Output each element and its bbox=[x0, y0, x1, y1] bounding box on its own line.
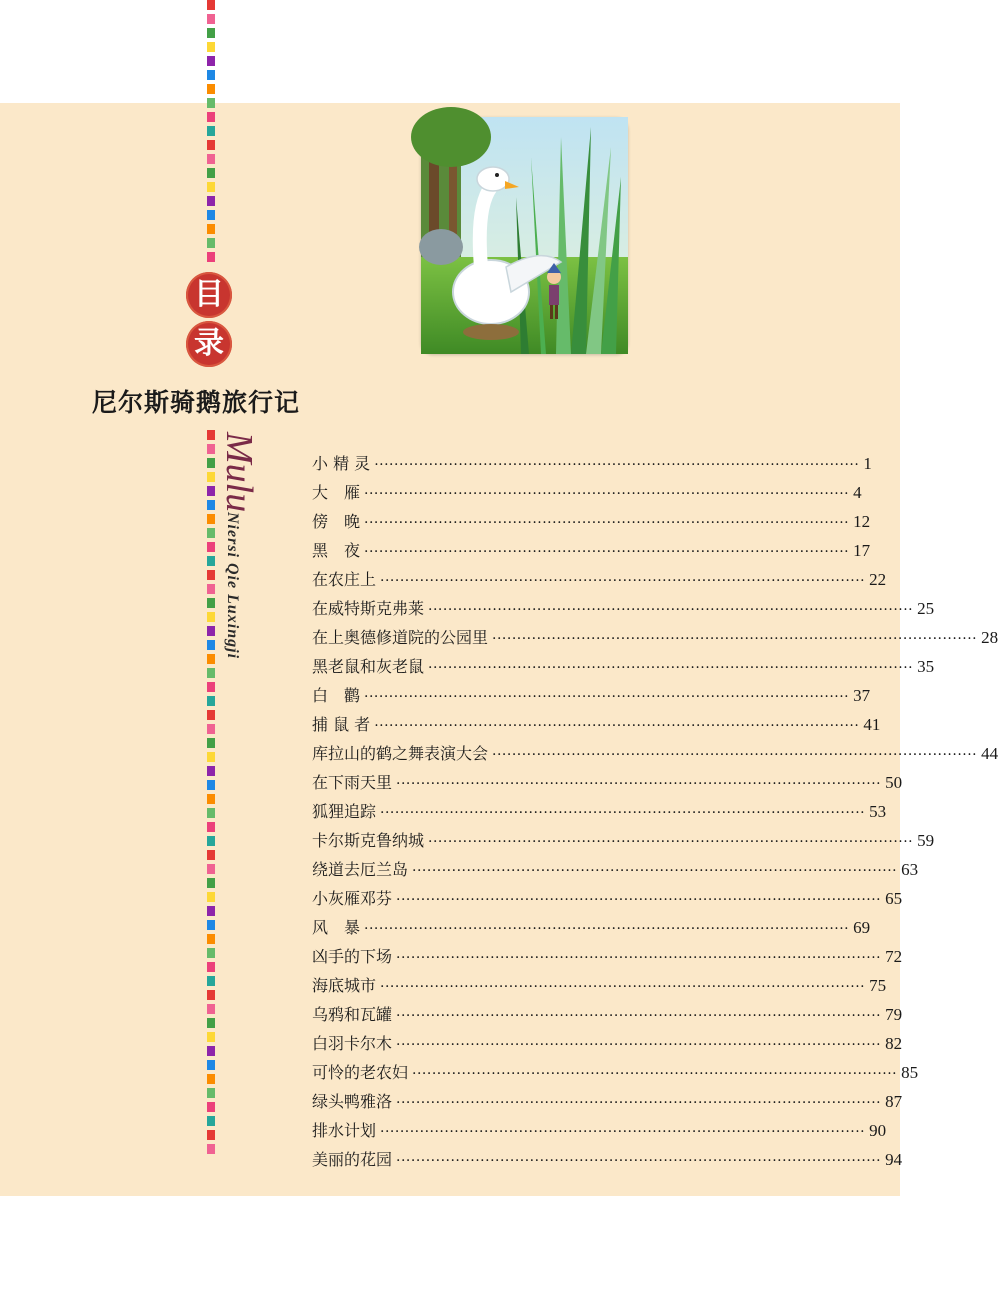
stripe-segment bbox=[207, 70, 215, 80]
toc-entry-page: 37 bbox=[853, 686, 871, 705]
toc-badge bbox=[181, 272, 237, 370]
stripe-segment bbox=[207, 42, 215, 52]
stripe-segment bbox=[207, 724, 215, 734]
toc-entry[interactable] bbox=[312, 915, 871, 944]
toc-entry-title: 凶手的下场 bbox=[312, 947, 393, 966]
toc-entry-title: 风 暴 bbox=[312, 918, 361, 937]
toc-entry-title: 排水计划 bbox=[312, 1121, 377, 1140]
stripe-segment bbox=[207, 1088, 215, 1098]
stripe-segment bbox=[207, 56, 215, 66]
stripe-segment bbox=[207, 542, 215, 552]
stripe-segment bbox=[207, 1004, 215, 1014]
toc-entry[interactable] bbox=[312, 1147, 903, 1176]
stripe-segment bbox=[207, 486, 215, 496]
toc-entry-title: 小 精 灵 bbox=[312, 454, 371, 473]
toc-leader-dots: ·································································································· bbox=[396, 1037, 882, 1053]
toc-leader-dots: ·································································································· bbox=[396, 1008, 882, 1024]
toc-leader-dots: ·································································································· bbox=[396, 892, 882, 908]
toc-entry-title: 捕 鼠 者 bbox=[312, 715, 371, 734]
vertical-title-sub: Niersi Qie Luxingji bbox=[224, 512, 241, 660]
toc-entry[interactable] bbox=[312, 973, 887, 1002]
toc-entry-page: 75 bbox=[869, 976, 887, 995]
stripe-segment bbox=[207, 682, 215, 692]
stripe-segment bbox=[207, 822, 215, 832]
stripe-segment bbox=[207, 710, 215, 720]
toc-entry[interactable] bbox=[312, 538, 871, 567]
stripe-segment bbox=[207, 528, 215, 538]
stripe-segment bbox=[207, 1060, 215, 1070]
toc-entry-page: 63 bbox=[901, 860, 919, 879]
toc-entry-title: 黑老鼠和灰老鼠 bbox=[312, 657, 425, 676]
toc-entry-page: 17 bbox=[853, 541, 871, 560]
toc-leader-dots: ·································································································· bbox=[380, 573, 866, 589]
stripe-segment bbox=[207, 210, 215, 220]
toc-leader-dots: ·································································································· bbox=[374, 457, 860, 473]
stripe-segment bbox=[207, 84, 215, 94]
toc-entry-title: 白 鹳 bbox=[312, 686, 361, 705]
toc-entry-title: 白羽卡尔木 bbox=[312, 1034, 393, 1053]
stripe-segment bbox=[207, 196, 215, 206]
toc-entry-title: 乌鸦和瓦罐 bbox=[312, 1005, 393, 1024]
toc-leader-dots: ·································································································· bbox=[492, 747, 978, 763]
toc-entry-title: 库拉山的鹤之舞表演大会 bbox=[312, 744, 489, 763]
toc-entry[interactable] bbox=[312, 799, 887, 828]
toc-entry-title: 可怜的老农妇 bbox=[312, 1063, 409, 1082]
stripe-segment bbox=[207, 112, 215, 122]
toc-entry[interactable] bbox=[312, 828, 935, 857]
decorative-color-stripe-inner bbox=[207, 430, 215, 1170]
toc-entry-page: 87 bbox=[885, 1092, 903, 1111]
toc-entry-page: 28 bbox=[981, 628, 998, 647]
stripe-segment bbox=[207, 224, 215, 234]
toc-entry[interactable] bbox=[312, 770, 903, 799]
stripe-segment bbox=[207, 850, 215, 860]
stripe-segment bbox=[207, 0, 215, 10]
stripe-segment bbox=[207, 668, 215, 678]
toc-entry[interactable] bbox=[312, 567, 887, 596]
stripe-segment bbox=[207, 976, 215, 986]
stripe-segment bbox=[207, 654, 215, 664]
stripe-segment bbox=[207, 472, 215, 482]
toc-entry[interactable] bbox=[312, 625, 998, 654]
toc-entry[interactable] bbox=[312, 509, 871, 538]
stripe-segment bbox=[207, 514, 215, 524]
toc-leader-dots: ·································································································· bbox=[396, 776, 882, 792]
stripe-segment bbox=[207, 962, 215, 972]
toc-leader-dots: ·································································································· bbox=[380, 979, 866, 995]
toc-entry-page: 41 bbox=[863, 715, 881, 734]
toc-entry[interactable] bbox=[312, 480, 862, 509]
toc-entry-page: 50 bbox=[885, 773, 903, 792]
toc-leader-dots: ·································································································· bbox=[428, 660, 914, 676]
toc-badge-char-1: 目 bbox=[186, 272, 232, 318]
vertical-pinyin-title bbox=[220, 432, 264, 702]
toc-leader-dots: ·································································································· bbox=[428, 834, 914, 850]
stripe-segment bbox=[207, 808, 215, 818]
toc-entry[interactable] bbox=[312, 712, 881, 741]
toc-entry-page: 59 bbox=[917, 831, 935, 850]
stripe-segment bbox=[207, 640, 215, 650]
stripe-segment bbox=[207, 1018, 215, 1028]
toc-entry-title: 绿头鸭雅洛 bbox=[312, 1092, 393, 1111]
toc-entry-title: 狐狸追踪 bbox=[312, 802, 377, 821]
stripe-segment bbox=[207, 430, 215, 440]
toc-entry-title: 绕道去厄兰岛 bbox=[312, 860, 409, 879]
toc-leader-dots: ·································································································· bbox=[428, 602, 914, 618]
toc-badge-char-2: 录 bbox=[186, 321, 232, 367]
toc-entry[interactable] bbox=[312, 596, 935, 625]
toc-entry-page: 12 bbox=[853, 512, 871, 531]
toc-entry[interactable] bbox=[312, 944, 903, 973]
stripe-segment bbox=[207, 500, 215, 510]
toc-entry-title: 大 雁 bbox=[312, 483, 361, 502]
stripe-segment bbox=[207, 948, 215, 958]
toc-entry[interactable] bbox=[312, 886, 903, 915]
toc-leader-dots: ·································································································· bbox=[364, 515, 850, 531]
table-of-contents bbox=[312, 451, 998, 1176]
toc-leader-dots: ·································································································· bbox=[396, 1153, 882, 1169]
toc-entry-title: 傍 晚 bbox=[312, 512, 361, 531]
toc-entry[interactable] bbox=[312, 1089, 903, 1118]
toc-leader-dots: ·································································································· bbox=[396, 1095, 882, 1111]
toc-leader-dots: ·································································································· bbox=[374, 718, 860, 734]
toc-entry[interactable] bbox=[312, 741, 998, 770]
stripe-segment bbox=[207, 598, 215, 608]
stripe-segment bbox=[207, 794, 215, 804]
stripe-segment bbox=[207, 182, 215, 192]
stripe-segment bbox=[207, 444, 215, 454]
toc-entry-title: 在农庄上 bbox=[312, 570, 377, 589]
vertical-title-main: Mulu bbox=[218, 432, 260, 513]
stripe-segment bbox=[207, 612, 215, 622]
toc-leader-dots: ·································································································· bbox=[412, 863, 898, 879]
toc-entry[interactable] bbox=[312, 857, 919, 886]
toc-entry[interactable] bbox=[312, 683, 871, 712]
stripe-segment bbox=[207, 738, 215, 748]
toc-leader-dots: ·································································································· bbox=[380, 805, 866, 821]
stripe-segment bbox=[207, 1144, 215, 1154]
toc-leader-dots: ·································································································· bbox=[412, 1066, 898, 1082]
stripe-segment bbox=[207, 14, 215, 24]
toc-entry-title: 卡尔斯克鲁纳城 bbox=[312, 831, 425, 850]
toc-leader-dots: ·································································································· bbox=[364, 689, 850, 705]
stripe-segment bbox=[207, 1074, 215, 1084]
stripe-segment bbox=[207, 458, 215, 468]
stripe-segment bbox=[207, 1046, 215, 1056]
stripe-segment bbox=[207, 934, 215, 944]
toc-leader-dots: ·································································································· bbox=[364, 486, 850, 502]
toc-entry-title: 在下雨天里 bbox=[312, 773, 393, 792]
stripe-segment bbox=[207, 920, 215, 930]
toc-leader-dots: ·································································································· bbox=[492, 631, 978, 647]
toc-entry-page: 72 bbox=[885, 947, 903, 966]
toc-leader-dots: ·································································································· bbox=[364, 544, 850, 560]
stripe-segment bbox=[207, 28, 215, 38]
toc-entry-page: 4 bbox=[853, 483, 862, 502]
toc-entry-page: 85 bbox=[901, 1063, 919, 1082]
toc-entry[interactable] bbox=[312, 654, 935, 683]
toc-entry[interactable] bbox=[312, 1002, 903, 1031]
toc-entry-page: 65 bbox=[885, 889, 903, 908]
stripe-segment bbox=[207, 780, 215, 790]
stripe-segment bbox=[207, 878, 215, 888]
stripe-segment bbox=[207, 836, 215, 846]
toc-entry-page: 53 bbox=[869, 802, 887, 821]
toc-entry-title: 小灰雁邓芬 bbox=[312, 889, 393, 908]
stripe-segment bbox=[207, 154, 215, 164]
stripe-segment bbox=[207, 140, 215, 150]
toc-entry-title: 海底城市 bbox=[312, 976, 377, 995]
toc-entry-title: 美丽的花园 bbox=[312, 1150, 393, 1169]
stripe-segment bbox=[207, 556, 215, 566]
stripe-segment bbox=[207, 906, 215, 916]
stripe-segment bbox=[207, 1032, 215, 1042]
toc-entry-title: 黑 夜 bbox=[312, 541, 361, 560]
toc-entry-page: 82 bbox=[885, 1034, 903, 1053]
stripe-segment bbox=[207, 766, 215, 776]
stripe-segment bbox=[207, 126, 215, 136]
toc-leader-dots: ·································································································· bbox=[396, 950, 882, 966]
stripe-segment bbox=[207, 168, 215, 178]
toc-entry[interactable] bbox=[312, 1031, 903, 1060]
toc-entry[interactable] bbox=[312, 1118, 887, 1147]
goose-and-boy-illustration bbox=[421, 117, 628, 354]
stripe-segment bbox=[207, 584, 215, 594]
toc-entry-title: 在上奥德修道院的公园里 bbox=[312, 628, 489, 647]
stripe-segment bbox=[207, 252, 215, 262]
toc-leader-dots: ·································································································· bbox=[380, 1124, 866, 1140]
stripe-segment bbox=[207, 238, 215, 248]
toc-entry-page: 69 bbox=[853, 918, 871, 937]
stripe-segment bbox=[207, 1116, 215, 1126]
toc-entry-page: 44 bbox=[981, 744, 998, 763]
toc-entry[interactable] bbox=[312, 1060, 919, 1089]
toc-entry-page: 35 bbox=[917, 657, 935, 676]
toc-entry-page: 22 bbox=[869, 570, 887, 589]
stripe-segment bbox=[207, 864, 215, 874]
stripe-segment bbox=[207, 1130, 215, 1140]
toc-entry-page: 79 bbox=[885, 1005, 903, 1024]
stripe-segment bbox=[207, 1102, 215, 1112]
stripe-segment bbox=[207, 990, 215, 1000]
stripe-segment bbox=[207, 696, 215, 706]
toc-entry-page: 90 bbox=[869, 1121, 887, 1140]
stripe-segment bbox=[207, 98, 215, 108]
book-title: 尼尔斯骑鹅旅行记 bbox=[92, 388, 301, 417]
stripe-segment bbox=[207, 892, 215, 902]
toc-leader-dots: ·································································································· bbox=[364, 921, 850, 937]
toc-entry-title: 在威特斯克弗莱 bbox=[312, 599, 425, 618]
stripe-segment bbox=[207, 570, 215, 580]
toc-entry[interactable] bbox=[312, 451, 872, 480]
toc-entry-page: 25 bbox=[917, 599, 935, 618]
stripe-segment bbox=[207, 626, 215, 636]
toc-entry-page: 1 bbox=[863, 454, 872, 473]
toc-entry-page: 94 bbox=[885, 1150, 903, 1169]
stripe-segment bbox=[207, 752, 215, 762]
